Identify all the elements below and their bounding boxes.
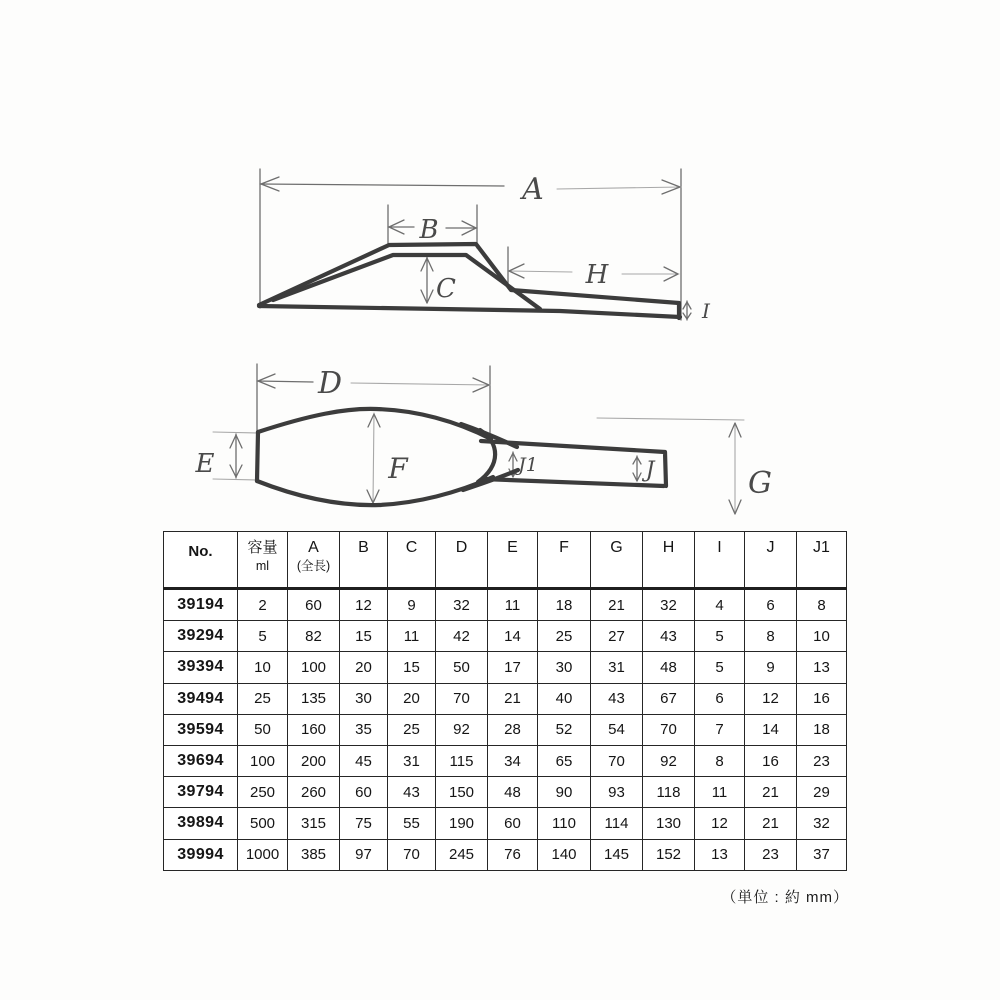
dimension-value-cell: 70 [388, 839, 436, 870]
dimension-value-cell: 37 [797, 839, 847, 870]
dimension-value-cell: 31 [388, 745, 436, 776]
dimension-value-cell: 92 [436, 714, 488, 745]
model-number-cell: 39694 [164, 745, 238, 776]
dimension-value-cell: 11 [695, 777, 745, 808]
col-header-f: F [538, 532, 591, 589]
dimension-value-cell: 15 [388, 652, 436, 683]
dimension-value-cell: 152 [643, 839, 695, 870]
col-header-j: J [745, 532, 797, 589]
dimension-value-cell: 30 [538, 652, 591, 683]
dim-extension-line [213, 479, 259, 480]
dimension-value-cell: 10 [797, 621, 847, 652]
dim-label-f: F [388, 452, 408, 485]
col-header-c: C [388, 532, 436, 589]
dimension-value-cell: 145 [591, 839, 643, 870]
dimension-value-cell: 67 [643, 683, 695, 714]
dim-line-a [260, 184, 504, 186]
dimension-value-cell: 25 [538, 621, 591, 652]
dimension-value-cell: 15 [340, 621, 388, 652]
dimension-value-cell: 100 [288, 652, 340, 683]
table-row [164, 777, 847, 808]
table-header [164, 532, 847, 589]
scoop-side-outline [259, 244, 680, 318]
dim-extension-line [213, 432, 259, 433]
col-header-d: D [436, 532, 488, 589]
dimension-value-cell: 4 [695, 589, 745, 621]
dim-label-h: H [585, 260, 609, 290]
dimension-value-cell: 8 [695, 745, 745, 776]
table-row [164, 745, 847, 776]
dim-line-f [373, 413, 374, 503]
dimension-value-cell: 75 [340, 808, 388, 839]
dim-line-a [557, 187, 681, 189]
dimension-value-cell: 13 [695, 839, 745, 870]
dimension-value-cell: 245 [436, 839, 488, 870]
scoop-top-outline [257, 409, 666, 505]
model-number-cell: 39894 [164, 808, 238, 839]
table-body [164, 589, 847, 871]
dimension-value-cell: 114 [591, 808, 643, 839]
dimension-value-cell: 21 [488, 683, 538, 714]
dimension-value-cell: 11 [388, 621, 436, 652]
dim-label-e: E [195, 449, 215, 479]
col-header-no: No. [164, 532, 238, 589]
model-number-cell: 39994 [164, 839, 238, 870]
dim-label-c: C [436, 274, 456, 304]
dimension-value-cell: 43 [388, 777, 436, 808]
dimension-value-cell: 76 [488, 839, 538, 870]
dimension-value-cell: 48 [488, 777, 538, 808]
dimension-value-cell: 70 [643, 714, 695, 745]
top-view-drawing [195, 364, 772, 514]
dim-label-d: D [317, 366, 343, 401]
dimension-value-cell: 14 [745, 714, 797, 745]
col-header-a: A (全長) [288, 532, 340, 589]
side-view-drawing [259, 169, 711, 323]
table-row [164, 621, 847, 652]
dimension-value-cell: 70 [436, 683, 488, 714]
dimension-value-cell: 14 [488, 621, 538, 652]
table-row [164, 652, 847, 683]
dimension-value-cell: 70 [591, 745, 643, 776]
dimension-value-cell: 190 [436, 808, 488, 839]
scoop-top-front-edge [257, 432, 258, 481]
table-row [164, 714, 847, 745]
dimension-value-cell: 60 [340, 777, 388, 808]
scoop-side-bottom-edge [259, 306, 680, 317]
dimension-value-cell: 118 [643, 777, 695, 808]
col-header-j1: J1 [797, 532, 847, 589]
table-row [164, 589, 847, 621]
dimension-value-cell: 52 [538, 714, 591, 745]
dimension-value-cell: 32 [797, 808, 847, 839]
dimension-value-cell: 45 [340, 745, 388, 776]
dimension-value-cell: 11 [488, 589, 538, 621]
dimension-value-cell: 16 [745, 745, 797, 776]
dimension-value-cell: 27 [591, 621, 643, 652]
dimension-value-cell: 12 [745, 683, 797, 714]
dimension-value-cell: 65 [538, 745, 591, 776]
dimension-value-cell: 160 [288, 714, 340, 745]
dimension-value-cell: 32 [643, 589, 695, 621]
dimension-value-cell: 28 [488, 714, 538, 745]
model-number-cell: 39494 [164, 683, 238, 714]
dimension-value-cell: 115 [436, 745, 488, 776]
dimension-value-cell: 9 [745, 652, 797, 683]
unit-note: （単位 : 約 mm） [721, 889, 849, 906]
dimension-table [163, 531, 847, 871]
dim-label-j: J [645, 458, 655, 483]
col-header-g: G [591, 532, 643, 589]
dimension-value-cell: 42 [436, 621, 488, 652]
dimension-value-cell: 13 [797, 652, 847, 683]
dimension-value-cell: 5 [695, 621, 745, 652]
dimension-value-cell: 35 [340, 714, 388, 745]
dimension-value-cell: 200 [288, 745, 340, 776]
dimension-value-cell: 385 [288, 839, 340, 870]
model-number-cell: 39194 [164, 589, 238, 621]
dimension-value-cell: 29 [797, 777, 847, 808]
col-header-capacity: 容量 ml [238, 532, 288, 589]
dimension-value-cell: 6 [745, 589, 797, 621]
table-header-row [164, 532, 847, 589]
dimension-value-cell: 20 [340, 652, 388, 683]
dim-label-b: B [419, 215, 439, 245]
dimension-value-cell: 21 [745, 808, 797, 839]
dimension-value-cell: 315 [288, 808, 340, 839]
dimension-value-cell: 54 [591, 714, 643, 745]
dimension-value-cell: 32 [436, 589, 488, 621]
model-number-cell: 39294 [164, 621, 238, 652]
dimension-value-cell: 23 [745, 839, 797, 870]
dimension-value-cell: 110 [538, 808, 591, 839]
dimension-value-cell: 48 [643, 652, 695, 683]
dim-label-a: A [522, 172, 544, 207]
dimension-value-cell: 20 [388, 683, 436, 714]
dimension-value-cell: 21 [591, 589, 643, 621]
dimension-value-cell: 34 [488, 745, 538, 776]
dimension-value-cell: 25 [238, 683, 288, 714]
dim-label-g: G [748, 466, 772, 501]
dimension-value-cell: 10 [238, 652, 288, 683]
dimension-value-cell: 60 [288, 589, 340, 621]
dimension-value-cell: 25 [388, 714, 436, 745]
model-number-cell: 39594 [164, 714, 238, 745]
dimension-value-cell: 140 [538, 839, 591, 870]
dimension-value-cell: 18 [538, 589, 591, 621]
dimension-value-cell: 23 [797, 745, 847, 776]
dimension-value-cell: 16 [797, 683, 847, 714]
dimension-value-cell: 30 [340, 683, 388, 714]
dimension-value-cell: 40 [538, 683, 591, 714]
dimension-value-cell: 100 [238, 745, 288, 776]
dim-line-d [351, 383, 490, 385]
dimension-value-cell: 92 [643, 745, 695, 776]
dimension-value-cell: 90 [538, 777, 591, 808]
dimension-value-cell: 1000 [238, 839, 288, 870]
dimension-value-cell: 5 [695, 652, 745, 683]
dimension-value-cell: 260 [288, 777, 340, 808]
dimension-value-cell: 6 [695, 683, 745, 714]
dimension-value-cell: 17 [488, 652, 538, 683]
col-header-h: H [643, 532, 695, 589]
dimension-value-cell: 21 [745, 777, 797, 808]
dimension-value-cell: 50 [436, 652, 488, 683]
dimension-value-cell: 500 [238, 808, 288, 839]
table-row [164, 839, 847, 870]
dimension-value-cell: 43 [591, 683, 643, 714]
dimension-value-cell: 60 [488, 808, 538, 839]
dimension-value-cell: 43 [643, 621, 695, 652]
dim-label-j1: J1 [518, 454, 538, 476]
dimension-value-cell: 135 [288, 683, 340, 714]
dimension-value-cell: 97 [340, 839, 388, 870]
dim-extension-line [597, 418, 744, 420]
dimension-value-cell: 50 [238, 714, 288, 745]
dimension-value-cell: 9 [388, 589, 436, 621]
model-number-cell: 39394 [164, 652, 238, 683]
dimension-value-cell: 31 [591, 652, 643, 683]
dim-line-d [257, 381, 313, 382]
dimension-value-cell: 18 [797, 714, 847, 745]
dimension-value-cell: 7 [695, 714, 745, 745]
dimension-value-cell: 12 [340, 589, 388, 621]
dimension-value-cell: 12 [695, 808, 745, 839]
dimension-value-cell: 250 [238, 777, 288, 808]
dimension-value-cell: 150 [436, 777, 488, 808]
table-row [164, 808, 847, 839]
dimension-value-cell: 8 [745, 621, 797, 652]
dimension-value-cell: 82 [288, 621, 340, 652]
dimension-value-cell: 2 [238, 589, 288, 621]
col-header-i: I [695, 532, 745, 589]
dimension-value-cell: 93 [591, 777, 643, 808]
table-row [164, 683, 847, 714]
dimension-value-cell: 5 [238, 621, 288, 652]
dim-label-i: I [702, 299, 710, 323]
col-header-e: E [488, 532, 538, 589]
col-header-b: B [340, 532, 388, 589]
model-number-cell: 39794 [164, 777, 238, 808]
dimension-value-cell: 8 [797, 589, 847, 621]
dimension-value-cell: 55 [388, 808, 436, 839]
scoop-top-lower-edge [257, 477, 493, 505]
dimension-value-cell: 130 [643, 808, 695, 839]
dim-line-h [509, 271, 572, 272]
